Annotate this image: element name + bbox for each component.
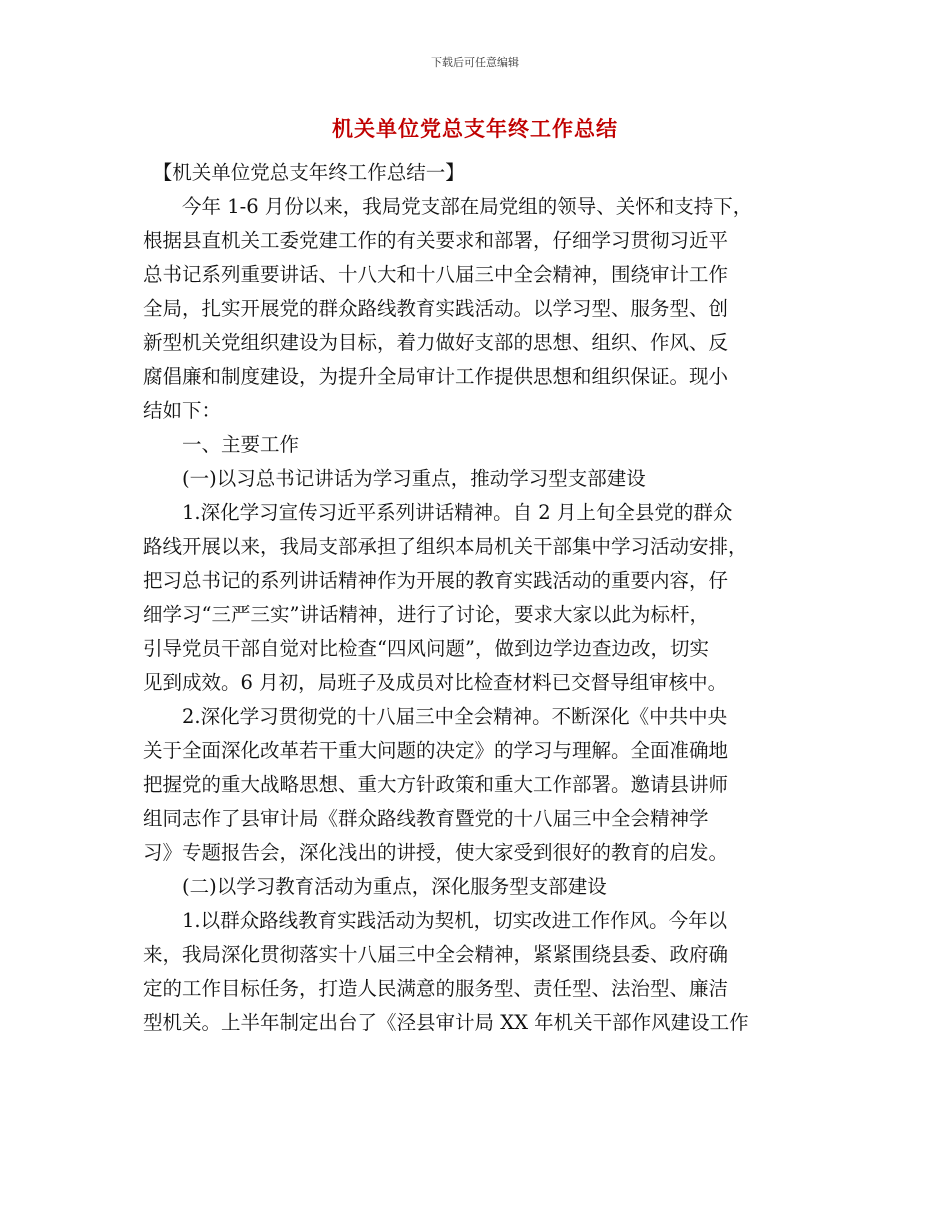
paragraph-line: 今年 1-6 月份以来，我局党支部在局党组的领导、关怀和支持下， bbox=[182, 195, 753, 218]
paragraph-item-2-1 bbox=[143, 904, 803, 1040]
paragraph-line: (二)以学习教育活动为重点，深化服务型支部建设 bbox=[182, 875, 607, 898]
paragraph-item-1-1 bbox=[143, 496, 803, 700]
paragraph-line: 定的工作目标任务，打造人民满意的服务型、责任型、法治型、廉洁 bbox=[143, 977, 729, 1000]
page-header-note: 下载后可任意编辑 bbox=[431, 56, 519, 69]
paragraph-line: 关于全面深化改革若干重大问题的决定》的学习与理解。全面准确地 bbox=[143, 739, 729, 762]
paragraph-line: 一、主要工作 bbox=[182, 433, 300, 456]
paragraph-intro bbox=[143, 190, 803, 428]
paragraph-item-1-2 bbox=[143, 700, 803, 870]
paragraph-line: 根据县直机关工委党建工作的有关要求和部署，仔细学习贯彻习近平 bbox=[143, 229, 729, 252]
paragraph-line: 见到成效。6 月初，局班子及成员对比检查材料已交督导组审核中。 bbox=[143, 671, 728, 694]
paragraph-line: 习》专题报告会，深化浅出的讲授，使大家受到很好的教育的启发。 bbox=[143, 841, 729, 864]
paragraph-line: 总书记系列重要讲话、十八大和十八届三中全会精神，围绕审计工作 bbox=[143, 263, 729, 286]
paragraph-line: 把握党的重大战略思想、重大方针政策和重大工作部署。邀请县讲师 bbox=[143, 773, 729, 796]
section-heading-main-work bbox=[143, 428, 803, 462]
paragraph-line: 结如下： bbox=[143, 399, 222, 422]
paragraph-line: 1.以群众路线教育实践活动为契机，切实改进工作作风。今年以 bbox=[182, 909, 728, 932]
subsection-heading-2 bbox=[143, 870, 803, 904]
paragraph-line: 路线开展以来，我局支部承担了组织本局机关干部集中学习活动安排， bbox=[143, 535, 748, 558]
paragraph-line: 引导党员干部自觉对比检查“四风问题”，做到边学边查边改，切实 bbox=[143, 637, 709, 660]
paragraph-line: 把习总书记的系列讲话精神作为开展的教育实践活动的重要内容，仔 bbox=[143, 569, 729, 592]
paragraph-line: 【机关单位党总支年终工作总结一】 bbox=[152, 161, 465, 184]
paragraph-line: (一)以习总书记讲话为学习重点，推动学习型支部建设 bbox=[182, 467, 646, 490]
paragraph-line: 腐倡廉和制度建设，为提升全局审计工作提供思想和组织保证。现小 bbox=[143, 365, 729, 388]
paragraph-line: 组同志作了县审计局《群众路线教育暨党的十八届三中全会精神学 bbox=[143, 807, 709, 830]
document-body bbox=[143, 156, 803, 1040]
subsection-heading-1 bbox=[143, 462, 803, 496]
paragraph-line: 1.深化学习宣传习近平系列讲话精神。自 2 月上旬全县党的群众 bbox=[182, 501, 733, 524]
paragraph-line: 2.深化学习贯彻党的十八届三中全会精神。不断深化《中共中央 bbox=[182, 705, 728, 728]
paragraph-line: 来，我局深化贯彻落实十八届三中全会精神，紧紧围绕县委、政府确 bbox=[143, 943, 729, 966]
paragraph-line: 型机关。上半年制定出台了《泾县审计局 XX 年机关干部作风建设工作 bbox=[143, 1011, 749, 1034]
paragraph-line: 细学习“三严三实”讲话精神，进行了讨论，要求大家以此为标杆， bbox=[143, 603, 709, 626]
paragraph-line: 全局，扎实开展党的群众路线教育实践活动。以学习型、服务型、创 bbox=[143, 297, 729, 320]
document-title: 机关单位党总支年终工作总结 bbox=[332, 116, 618, 141]
paragraph-line: 新型机关党组织建设为目标，着力做好支部的思想、组织、作风、反 bbox=[143, 331, 729, 354]
section-heading-bracket bbox=[143, 156, 803, 190]
